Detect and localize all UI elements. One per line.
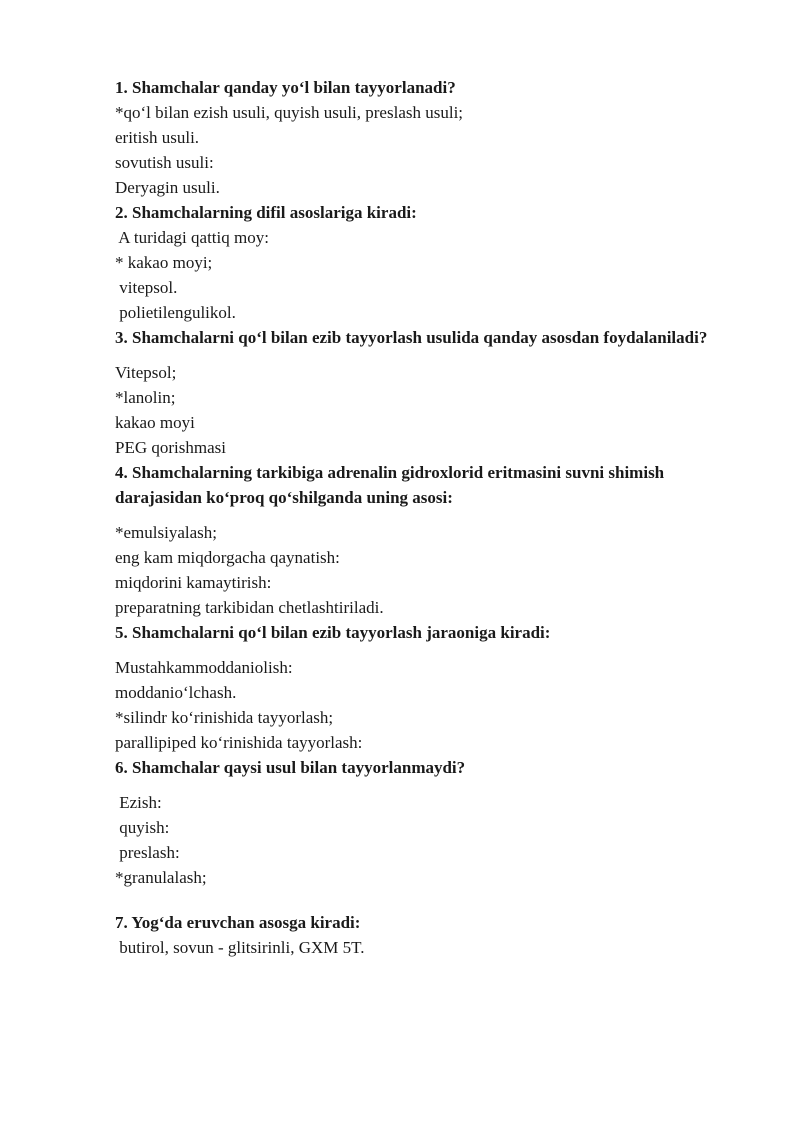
answer-list bbox=[115, 655, 755, 755]
answer-option: *emulsiyalash; bbox=[115, 523, 217, 542]
question-title: 4. Shamchalarning tarkibiga adrenalin gidroxlorid eritmasini suvni shimish darajasidan ko‘proq qo‘shilganda uning asosi: bbox=[115, 463, 665, 507]
question-block-1 bbox=[115, 75, 755, 200]
question-title: 7. Yog‘da eruvchan asosga kiradi: bbox=[115, 913, 361, 932]
answer-list bbox=[115, 935, 755, 960]
document-page bbox=[115, 75, 755, 960]
answer-option: PEG qorishmasi bbox=[115, 438, 226, 457]
answer-list bbox=[115, 100, 755, 200]
answer-option: preslash: bbox=[115, 843, 180, 862]
answer-list bbox=[115, 360, 755, 460]
answer-option: *lanolin; bbox=[115, 388, 176, 407]
answer-option: Deryagin usuli. bbox=[115, 178, 220, 197]
answer-option: A turidagi qattiq moy: bbox=[115, 228, 269, 247]
answer-option: * kakao moyi; bbox=[115, 253, 213, 272]
answer-option: *granulalash; bbox=[115, 868, 207, 887]
question-block-3 bbox=[115, 325, 755, 460]
question-title: 1. Shamchalar qanday yo‘l bilan tayyorlanadi? bbox=[115, 78, 456, 97]
answer-option: Mustahkammoddaniolish: bbox=[115, 658, 293, 677]
question-title: 3. Shamchalarni qo‘l bilan ezib tayyorlash usulida qanday asosdan foydalaniladi? bbox=[115, 328, 708, 347]
question-title: 5. Shamchalarni qo‘l bilan ezib tayyorlash jaraoniga kiradi: bbox=[115, 623, 551, 642]
question-block-5 bbox=[115, 620, 755, 755]
answer-list bbox=[115, 790, 755, 890]
question-block-7 bbox=[115, 910, 755, 960]
question-title: 6. Shamchalar qaysi usul bilan tayyorlanmaydi? bbox=[115, 758, 466, 777]
answer-list bbox=[115, 520, 755, 620]
answer-option: moddanio‘lchash. bbox=[115, 683, 237, 702]
question-block-2 bbox=[115, 200, 755, 325]
answer-option: Ezish: bbox=[115, 793, 162, 812]
answer-option: parallipiped ko‘rinishida tayyorlash: bbox=[115, 733, 363, 752]
question-title: 2. Shamchalarning difil asoslariga kiradi: bbox=[115, 203, 417, 222]
answer-option: *qo‘l bilan ezish usuli, quyish usuli, preslash usuli; bbox=[115, 103, 464, 122]
answer-option: sovutish usuli: bbox=[115, 153, 214, 172]
answer-option: *silindr ko‘rinishida tayyorlash; bbox=[115, 708, 334, 727]
answer-option: quyish: bbox=[115, 818, 170, 837]
answer-option: kakao moyi bbox=[115, 413, 195, 432]
answer-option: polietilengulikol. bbox=[115, 303, 236, 322]
answer-option: eritish usuli. bbox=[115, 128, 200, 147]
answer-option: butirol, sovun - glitsirinli, GXM 5T. bbox=[115, 938, 365, 957]
question-block-6 bbox=[115, 755, 755, 890]
answer-option: eng kam miqdorgacha qaynatish: bbox=[115, 548, 340, 567]
answer-list bbox=[115, 225, 755, 325]
answer-option: Vitepsol; bbox=[115, 363, 177, 382]
answer-option: miqdorini kamaytirish: bbox=[115, 573, 272, 592]
answer-option: preparatning tarkibidan chetlashtiriladi. bbox=[115, 598, 384, 617]
question-block-4 bbox=[115, 460, 755, 620]
answer-option: vitepsol. bbox=[115, 278, 178, 297]
